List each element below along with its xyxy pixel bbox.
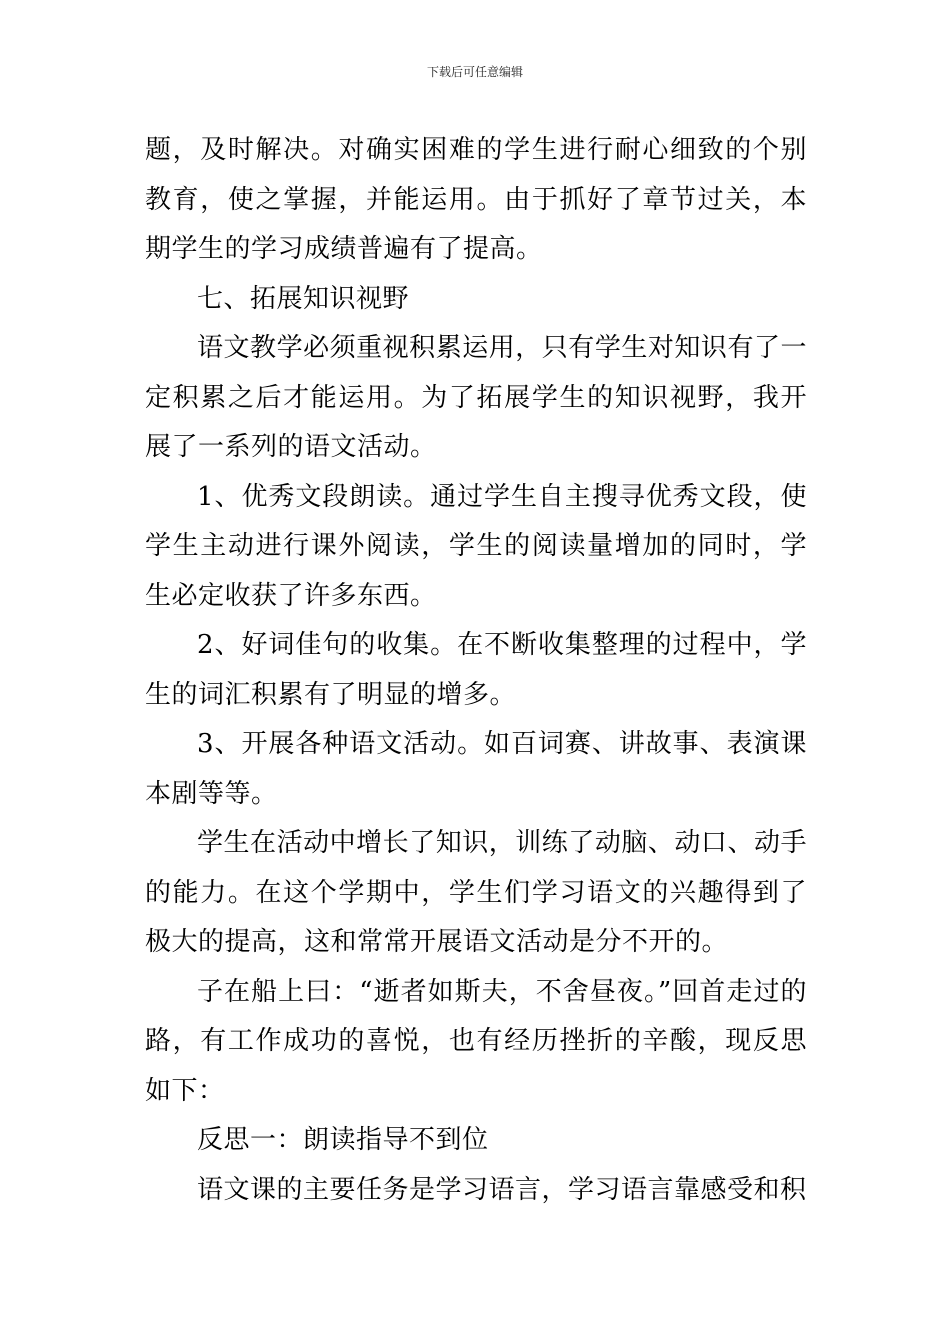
paragraph-7: 学生在活动中增长了知识，训练了动脑、动口、动手的能力。在这个学期中，学生们学习语文的兴趣得到了极大的提高，这和常常开展语文活动是分不开的。 — [145, 828, 807, 957]
list-item-3: 3、开展各种语文活动。如百词赛、讲故事、表演课本剧等等。 — [145, 729, 807, 809]
paragraph-1: 题，及时解决。对确实困难的学生进行耐心细致的个别教育，使之掌握，并能运用。由于抓好了章节过关，本期学生的学习成绩普遍有了提高。 — [145, 135, 807, 264]
section-heading-7: 七、拓展知识视野 — [197, 283, 410, 314]
paragraph-3: 语文教学必须重视积累运用，只有学生对知识有了一定积累之后才能运用。为了拓展学生的知识视野，我开展了一系列的语文活动。 — [145, 333, 807, 462]
paragraph-10: 语文课的主要任务是学习语言，学习语言靠感受和积 — [197, 1174, 807, 1205]
paragraph-8: 子在船上曰：“逝者如斯夫，不舍昼夜。”回首走过的路，有工作成功的喜悦，也有经历挫折的辛酸，现反思如下： — [145, 976, 807, 1106]
page-header: 下载后可任意编辑 — [426, 65, 523, 79]
reflection-heading-1: 反思一：朗读指导不到位 — [197, 1125, 489, 1155]
document-body — [145, 126, 807, 1215]
list-item-1: 1、优秀文段朗读。通过学生自主搜寻优秀文段，使学生主动进行课外阅读，学生的阅读量增加的同时，学生必定收获了许多东西。 — [145, 481, 807, 611]
list-item-2: 2、好词佳句的收集。在不断收集整理的过程中，学生的词汇积累有了明显的增多。 — [145, 630, 807, 710]
